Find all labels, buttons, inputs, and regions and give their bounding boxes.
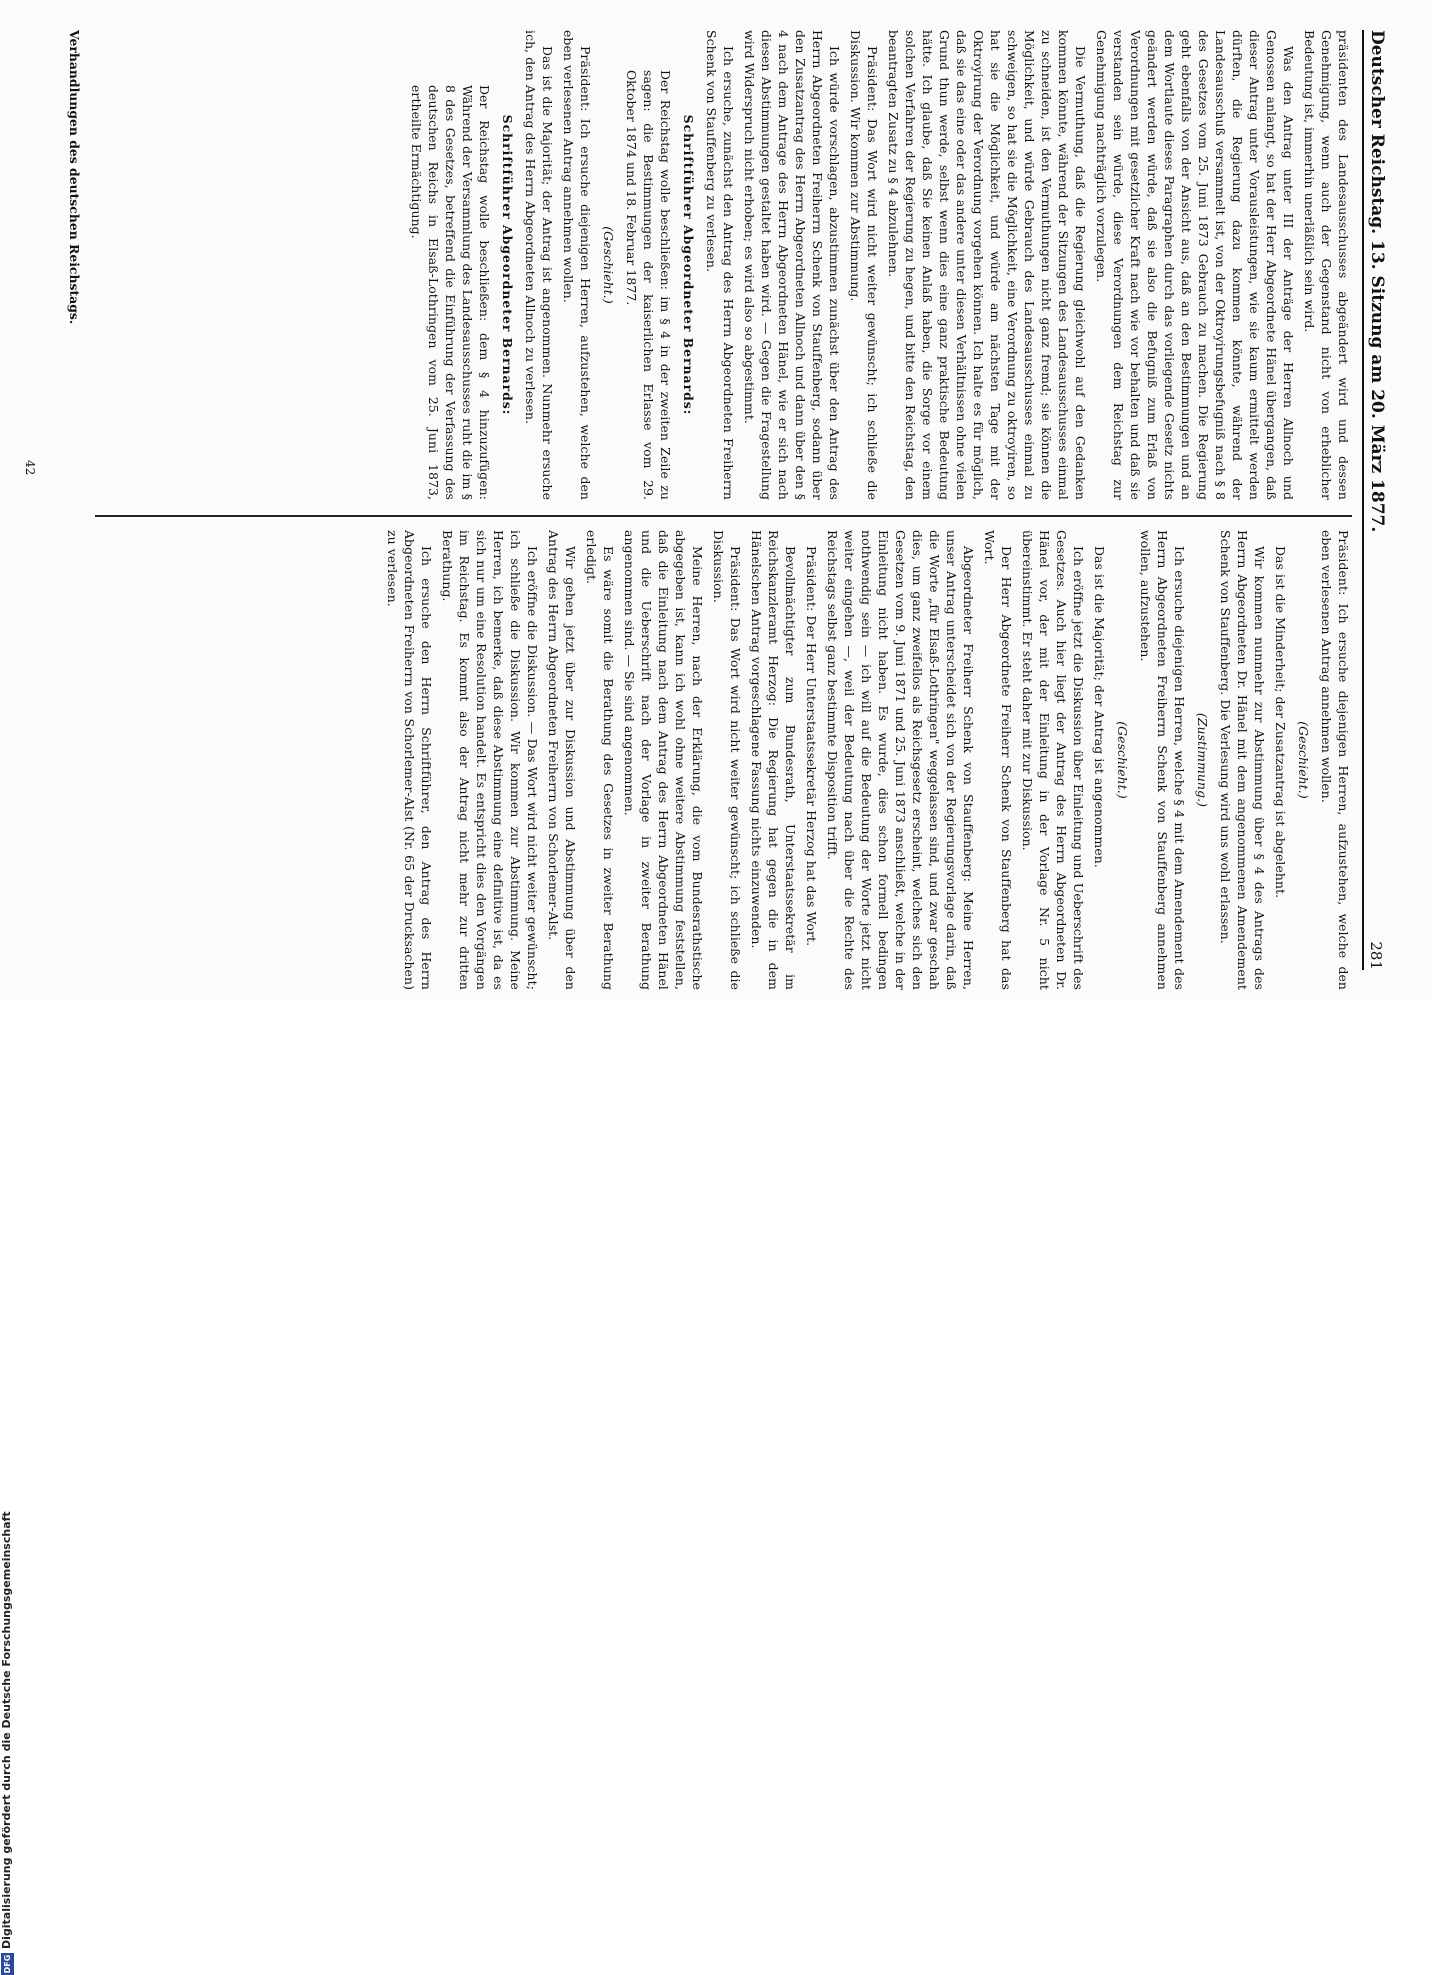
paragraph: Präsident: Das Wort wird nicht weiter gewünscht; ich schließe die Diskussion. Wir kommen zur Abstimmung. — [848, 30, 880, 500]
footer-line: Verhandlungen des deutschen Reichstags. — [67, 30, 82, 325]
right-column — [95, 530, 1352, 990]
paragraph: Ich eröffne jetzt die Diskussion über Einleitung und Ueberschrift des Gesetzes. Auch hier liegt der Antrag des Herrn Abgeordneten Dr. Hänel vor, der mit der Einleitung in der Vorlage Nr. 5 nicht übereinstimmt. Er steht daher mit zur Diskussion. — [1020, 530, 1086, 990]
stage-direction: (Geschieht.) — [1115, 721, 1130, 799]
paragraph: Es wäre somit die Berathung des Gesetzes in zweiter Berathung erledigt. — [584, 530, 616, 990]
paragraph: Bevollmächtigter zum Bundesrath, Unterstaatssekretär im Reichskanzleramt Herzog: Die Regierung hat gegen die in dem Hänelschen Antrag vorgeschlagene Fassung nichts einzuwenden. — [749, 530, 798, 990]
motion-text: Der Reichstag wolle beschließen: dem § 4 hinzuzufügen: Während der Versammlung des Landesausschusses ruht die im § 8 des Gesetzes, betreffend die Einführung der Verfassung des deutschen Reichs in Elsaß-Lothringen vom 25. Juni 1873, ertheilte Ermächtigung. — [409, 85, 492, 500]
paragraph: Ich eröffne die Diskussion. — Das Wort wird nicht weiter gewünscht; ich schließe die Diskussion. Wir kommen zur Abstimmung. Meine Herren, ich bemerke, daß diese Abstimmung eine definitive ist, da es sich nur um eine Resolution handelt. Es entspricht dies den Vorgängen im Reichstag. Es kommt also der Antrag nicht mehr zur dritten Berathung. — [440, 530, 540, 990]
signature-mark: 42 — [23, 460, 37, 476]
speaker-line: Schriftführer Abgeordneter Bernards: — [500, 114, 515, 416]
stage-direction: (Geschieht.) — [1296, 721, 1311, 799]
dfg-logo-icon: DFG — [2, 1954, 12, 1974]
paragraph: Meine Herren, nach der Erklärung, die vom Bundesrathstische abgegeben ist, kann ich wohl ohne weitere Abstimmung feststellen, daß die Einleitung nach dem Antrag des Herrn Abgeordneten Hänel und die Ueberschrift nach der Vorlage in zweiter Berathung angenommen sind. — Sie sind angenommen. — [622, 530, 705, 990]
stage-direction: (Zustimmung.) — [1195, 712, 1210, 808]
paragraph: Die Vermuthung, daß die Regierung gleichwohl auf den Gedanken kommen könnte, während der Sitzungen des Landesausschusses einmal zu schneiden, ist den Vermuthungen nicht ganz fremd; sie können die Möglichkeit, und würde Gebrauch des Landesausschusses einmal zu schweigen, so hat sie die Möglichkeit, eine Verordnung zu oktroyiren, so hat sie die Möglichkeit, und würde am nächsten Tage mit der Oktroyirung der Verordnung vorgehen können. Ich halte es für möglich, daß sie das eine oder das andere unter diesen Verhältnissen ohne vielen Grund thun werde, selbst wenn dies eine ganz praktische Bedeutung hätte. Ich glaube, daß Sie keinen Anlaß haben, die Sorge vor einem solchen Verfahren der Regierung zu hegen, und bitte den Reichstag, den beantragten Zusatz zu § 4 abzulehnen. — [886, 30, 1088, 500]
speaker-line: Schriftführer Abgeordneter Bernards: — [681, 114, 696, 416]
paragraph: Was den Antrag unter III der Anträge der Herren Allnoch und Genossen anlangt, so hat der Herr Abgeordnete Hänel übergangen, daß dieser Antrag unter Vorausleistungen, wie sie kaum ermittelt werden dürften, die Regierung dazu kommen könnte, während der Landesausschuß versammelt ist, von der Oktroyirungsbefugniß nach § 8 des Gesetzes vom 25. Juni 1873 Gebrauch zu machen. Die Regierung geht ebenfalls von der Ansicht aus, daß an den Bestimmungen und an dem Wortlaute dieses Paragraphen durch das vorliegende Gesetz nichts geändert werden würde, daß sie also die Befugniß zum Erlaß von Verordnungen mit gesetzlicher Kraft nach wie vor behalten und daß sie verstanden sein würde, diese Verordnungen dem Reichstag zur Genehmigung nachträglich vorzulegen. — [1094, 30, 1296, 500]
digitization-text: Digitalisierung gefördert durch die Deutsche Forschungsgemeinschaft — [0, 1511, 13, 1949]
paragraph: Das ist die Majorität; der Antrag ist angenommen. — [1092, 546, 1107, 868]
paragraph: Ich ersuche diejenigen Herren, welche § 4 mit dem Amendement des Herrn Abgeordneten Freiherrn Schenk von Stauffenberg annehmen wollen, aufzustehen. — [1138, 530, 1187, 990]
left-column — [95, 30, 1352, 500]
paragraph: Präsident: Der Herr Unterstaatssekretär Herzog hat das Wort. — [804, 546, 819, 947]
paragraph: Wir kommen nunmehr zur Abstimmung über § 4 des Antrags des Herrn Abgeordneten Dr. Hänel mit dem angenommenen Amendement Schenk von Stauffenberg. Die Verlesung wird uns wohl erlassen. — [1218, 530, 1267, 990]
motion-text: Der Reichstag wolle beschließen: im § 4 in der zweiten Zeile zu sagen: die Bestimmungen der kaiserlichen Erlasse vom 29. Oktober 1874 und 18. Februar 1877. — [624, 70, 673, 500]
paragraph: Präsident: Das Wort wird nicht weiter gewünscht; ich schließe die Diskussion. — [711, 530, 743, 990]
paragraph: Präsident: Ich ersuche diejenigen Herren, aufzustehen, welche den eben verlesenen Antrag annehmen wollen. — [1319, 530, 1351, 990]
paragraph: Der Herr Abgeordnete Freiherr Schenk von Stauffenberg hat das Wort. — [982, 530, 1014, 990]
paragraph: Ich ersuche den Herrn Schriftführer, den Antrag des Herrn Abgeordneten Freiherrn von Schorlemer-Alst (Nr. 65 der Drucksachen) zu verlesen. — [385, 530, 434, 990]
paragraph: Abgeordneter Freiherr Schenk von Stauffenberg: Meine Herren, unser Antrag unterscheidet sich von der Regierungsvorlage darin, daß die Worte „für Elsaß-Lothringen" weggelassen sind, und zwar geschah dies, um ganz zweifellos als Reichsgesetz erscheint, welches sich den Gesetzen vom 9. Juni 1871 und 25. Juni 1873 anschließt, welche in der Einleitung nicht haben. Es wurde, dies schon formell bedingen nothwendig sein — ich will auf die Bedeutung der Worte jetzt nicht weiter eingehen —, weil der Bedeutung nach über die Rechte des Reichstags selbst ganz bestimmte Disposition trifft. — [825, 530, 976, 990]
page-header — [1362, 30, 1397, 970]
paragraph: Ich ersuche, zunächst den Antrag des Herrn Abgeordneten Freiherrn Schenk von Stauffenberg zu verlesen. — [704, 30, 736, 500]
digitization-notice — [0, 975, 1432, 1974]
column-divider — [95, 515, 1352, 517]
paragraph: präsidenten des Landesausschusses abgeändert wird und dessen Genehmigung, wenn auch der Gegenstand nicht von erheblicher Bedeutung ist, immerhin unerläßlich sein wird. — [1302, 30, 1351, 500]
paragraph: Präsident: Ich ersuche diejenigen Herren, aufzustehen, welche den eben verlesenen Antrag annehmen wollen. — [561, 30, 593, 500]
stage-direction: (Geschieht.) — [601, 226, 616, 304]
text-columns — [95, 30, 1352, 990]
paragraph: Wir gehen jetzt über zur Diskussion und Abstimmung über den Antrag des Herrn Abgeordneten Freiherrn von Schorlemer-Alst. — [546, 530, 578, 990]
page-number: 281 — [1367, 941, 1385, 970]
running-title: Deutscher Reichstag. 13. Sitzung am 20. März 1877. — [1367, 30, 1387, 533]
paragraph: Das ist die Majorität; der Antrag ist angenommen. Nunmehr ersuche ich, den Antrag des Herrn Abgeordneten Allnoch zu verlesen. — [523, 30, 555, 500]
paragraph: Das ist die Minderheit; der Zusatzantrag ist abgelehnt. — [1273, 546, 1288, 899]
paragraph: Ich würde vorschlagen, abzustimmen zunächst über den Antrag des Herrn Abgeordneten Freiherrn Schenk von Stauffenberg, sodann über den Zusatzantrag des Herrn Abgeordneten Allnoch und dann über den § 4 nach dem Antrage des Herrn Abgeordneten Hänel, wie er sich nach diesen Abstimmungen gestaltet haben wird. — Gegen die Fragestellung wird Widerspruch nicht erhoben; es wird also so abgestimmt. — [742, 30, 842, 500]
